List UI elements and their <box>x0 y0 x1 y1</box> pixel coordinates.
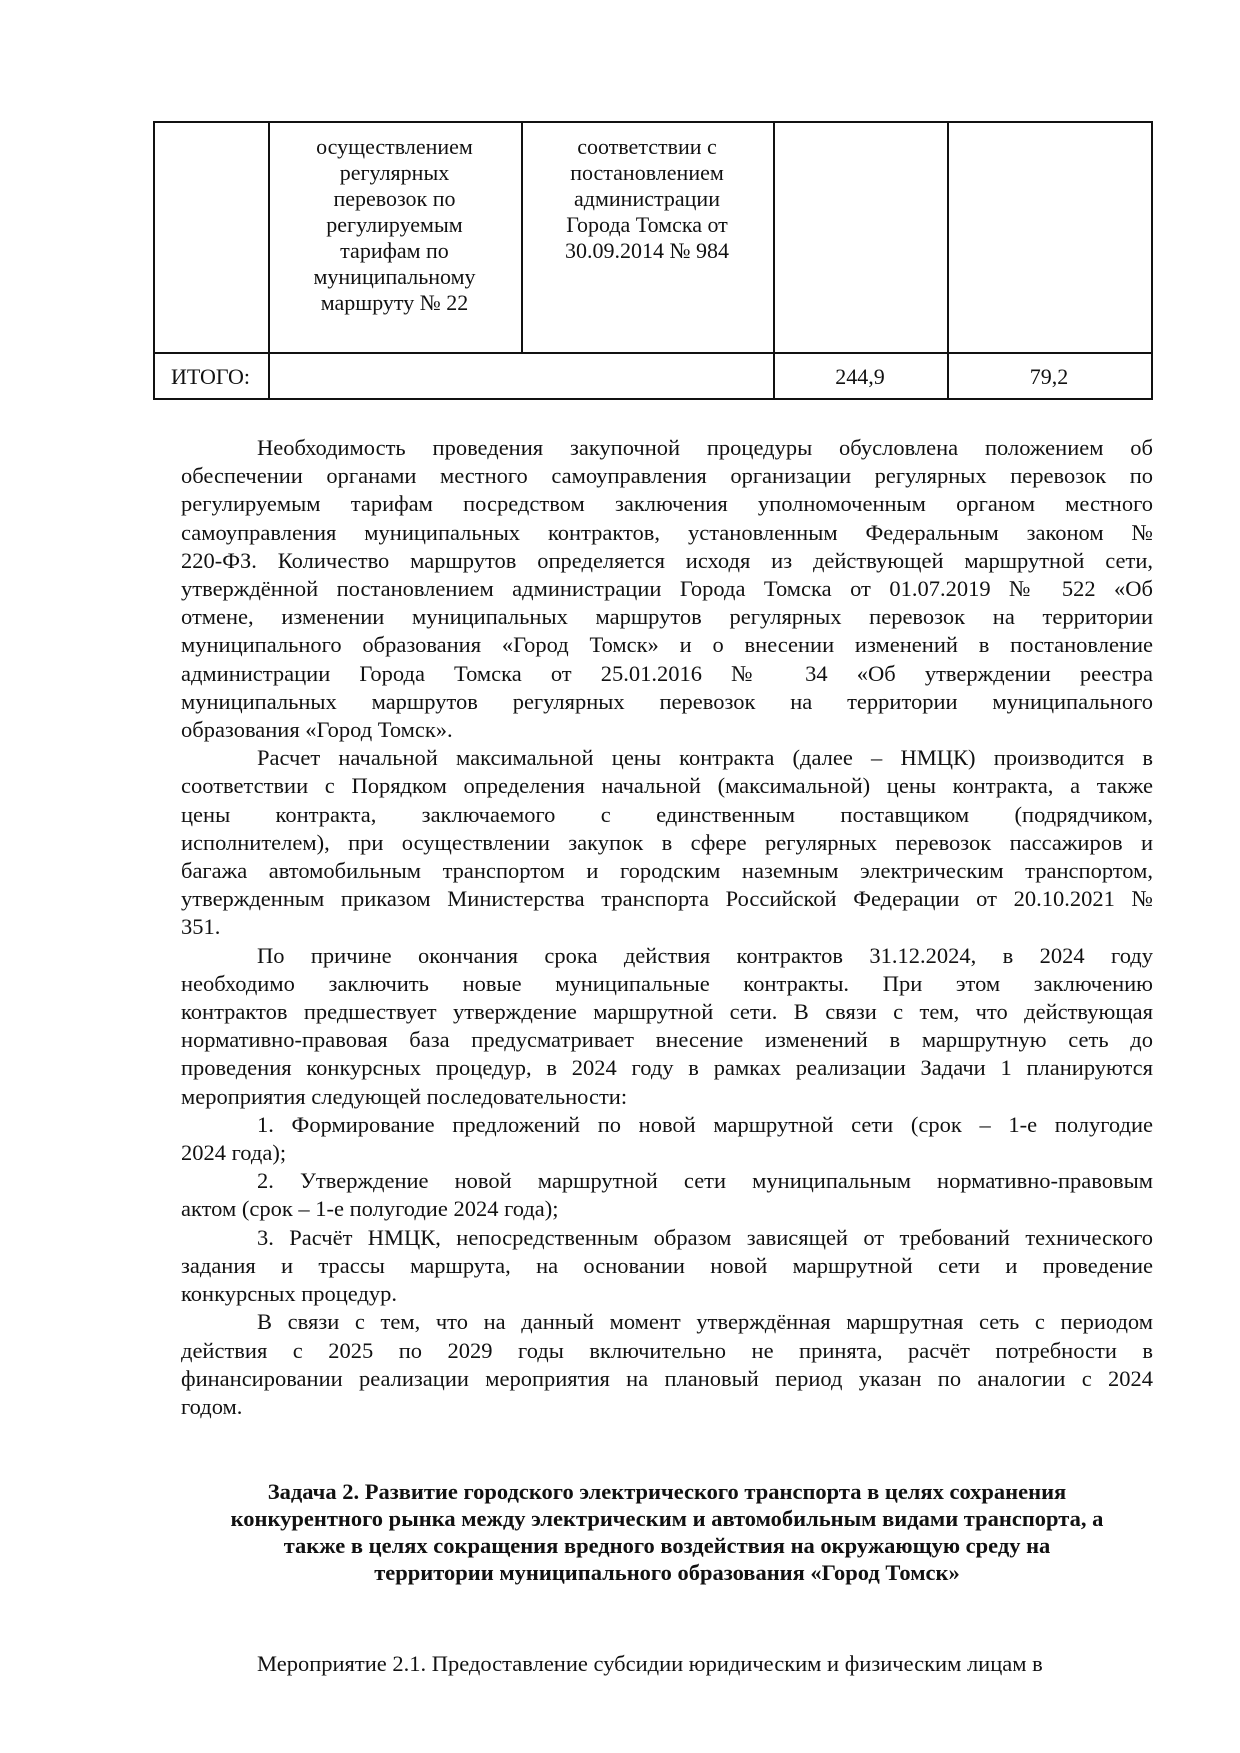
text-line: соответствии с Порядком определения начальной (максимальной) цены контракта, а также <box>181 773 1153 799</box>
paragraph <box>181 434 1153 744</box>
col-divider <box>947 121 949 400</box>
table-row-divider <box>153 352 1153 354</box>
text-line: осуществлением <box>316 134 473 159</box>
text-line: 30.09.2014 № 984 <box>565 238 729 263</box>
paragraph-tail <box>181 1650 1153 1678</box>
text-line: перевозок по <box>333 186 456 211</box>
paragraph <box>181 1308 1153 1421</box>
text-line: задания и трассы маршрута, на основании новой маршрутной сети и проведение <box>181 1252 1153 1278</box>
text-line: Города Томска от <box>566 212 728 237</box>
text-line: контрактов предшествует утверждение маршрутной сети. В связи с тем, что действующая <box>181 999 1153 1025</box>
cell-basis <box>521 134 773 264</box>
text-line: конкурентного рынка между электрическим и автомобильным видами транспорта, а <box>230 1506 1104 1531</box>
text-line: регулируемым тарифам посредством заключения уполномоченным органом местного <box>181 491 1153 517</box>
paragraph <box>181 1167 1153 1223</box>
text-line: мероприятия следующей последовательности: <box>181 1083 628 1109</box>
text-line: маршруту № 22 <box>320 290 469 315</box>
table-border-bottom <box>153 398 1153 400</box>
text-line: 1. Формирование предложений по новой маршрутной сети (срок – 1-е полугодие <box>257 1111 1153 1137</box>
text-line: Мероприятие 2.1. Предоставление субсидии юридическим и физическим лицам в <box>257 1651 1043 1676</box>
text-line: багажа автомобильным транспортом и городским наземным электрическим транспортом, <box>181 858 1153 884</box>
total-label: ИТОГО: <box>170 364 251 389</box>
text-line: отмене, изменении муниципальных маршрутов регулярных перевозок на территории <box>181 604 1153 630</box>
text-line: администрации Города Томска от 25.01.2016 № 34 «Об утверждении реестра <box>181 660 1153 686</box>
paragraph <box>181 1111 1153 1167</box>
text-line: администрации <box>574 186 720 211</box>
text-line: финансировании реализации мероприятия на плановый период указан по аналогии с 2024 <box>181 1365 1153 1391</box>
text-line: утвержденным приказом Министерства транспорта Российской Федерации от 20.10.2021 № <box>181 886 1153 912</box>
col-divider <box>773 121 775 400</box>
table-border-right <box>1151 121 1153 400</box>
text-line: Задача 2. Развитие городского электрического транспорта в целях сохранения <box>267 1479 1067 1504</box>
text-line: регулярных <box>339 160 450 185</box>
text-line: самоуправления муниципальных контрактов, установленным Федеральным законом № <box>181 519 1153 545</box>
text-line: 2024 года); <box>181 1140 287 1166</box>
text-line: необходимо заключить новые муниципальные контракты. При этом заключению <box>181 970 1153 996</box>
text-line: утверждённой постановлением администрации Города Томска от 01.07.2019 № 522 «Об <box>181 576 1153 602</box>
text-line: постановлением <box>570 160 724 185</box>
paragraph <box>181 1224 1153 1309</box>
cell-description <box>268 134 521 316</box>
text-line: В связи с тем, что на данный момент утверждённая маршрутная сеть с периодом <box>257 1309 1153 1335</box>
text-line: 3. Расчёт НМЦК, непосредственным образом зависящей от требований технического <box>257 1224 1153 1250</box>
text-line: муниципальному <box>313 264 476 289</box>
table-border-top <box>153 121 1153 123</box>
text-line: 351. <box>181 914 221 940</box>
paragraph <box>181 744 1153 941</box>
paragraph <box>181 942 1153 1111</box>
body-text <box>181 434 1153 1421</box>
text-line: конкурсных процедур. <box>181 1281 398 1307</box>
text-line: Расчет начальной максимальной цены контракта (далее – НМЦК) производится в <box>257 745 1153 771</box>
text-line: также в целях сокращения вредного воздействия на окружающую среду на <box>283 1533 1051 1558</box>
text-line: исполнителем), при осуществлении закупок в сфере регулярных перевозок пассажиров и <box>181 829 1153 855</box>
table-border-left <box>153 121 155 400</box>
text-line: По причине окончания срока действия контрактов 31.12.2024, в 2024 году <box>257 942 1153 968</box>
text-line: территории муниципального образования «Город Томск» <box>374 1560 960 1585</box>
text-line: регулируемым <box>326 212 463 237</box>
budget-table <box>153 121 1153 400</box>
text-line: тарифам по <box>340 238 449 263</box>
text-line: действия с 2025 по 2029 годы включительно не принята, расчёт потребности в <box>181 1337 1153 1363</box>
text-line: цены контракта, заключаемого с единственным поставщиком (подрядчиком, <box>181 801 1153 827</box>
text-line: обеспечении органами местного самоуправления организации регулярных перевозок по <box>181 463 1153 489</box>
text-line: актом (срок – 1-е полугодие 2024 года); <box>181 1196 559 1222</box>
text-line: проведения конкурсных процедур, в 2024 году в рамках реализации Задачи 1 планируются <box>181 1055 1153 1081</box>
text-line: 220-ФЗ. Количество маршрутов определяется исходя из действующей маршрутной сети, <box>181 547 1153 573</box>
text-line: 2. Утверждение новой маршрутной сети муниципальным нормативно-правовым <box>257 1168 1153 1194</box>
text-line: годом. <box>181 1393 243 1419</box>
text-line: муниципального образования «Город Томск» и о внесении изменений в постановление <box>181 632 1153 658</box>
text-line: муниципальных маршрутов регулярных перевозок на территории муниципального <box>181 688 1153 714</box>
text-line: Необходимость проведения закупочной процедуры обусловлена положением об <box>257 435 1153 460</box>
text-line: соответствии с <box>577 134 717 159</box>
section-heading <box>170 1478 1164 1586</box>
total-value-2: 79,2 <box>1029 364 1069 389</box>
text-line: нормативно-правовая база предусматривает внесение изменений в маршрутную сеть до <box>181 1027 1153 1053</box>
text-line: образования «Город Томск». <box>181 717 453 743</box>
total-value-1: 244,9 <box>835 364 885 389</box>
